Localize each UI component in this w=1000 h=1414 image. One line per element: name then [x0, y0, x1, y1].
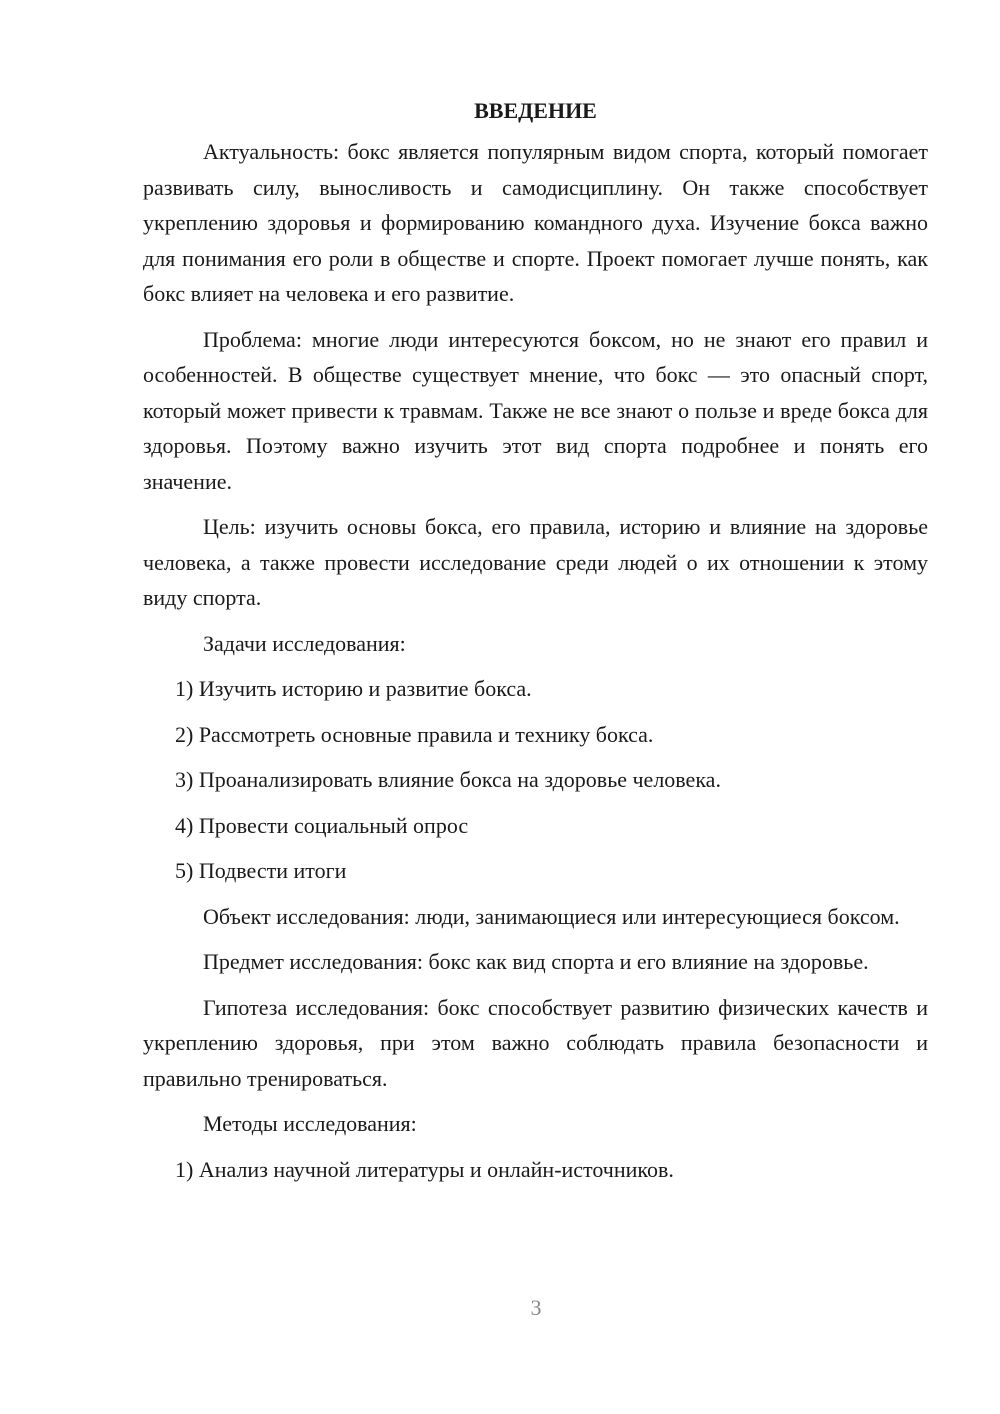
task-item: 4) Провести социальный опрос	[175, 812, 469, 838]
paragraph-relevance: Актуальность: бокс является популярным видом спорта, который помогает развивать силу, выносливость и самодисциплину. Он также способствует укреплению здоровья и формированию командного духа. Изучение бокса важно для понимания его роли в обществе и спорте. Проект помогает лучше понять, как бокс влияет на человека и его развитие.	[143, 139, 928, 306]
task-item: 5) Подвести итоги	[175, 858, 347, 883]
paragraph-subject: Предмет исследования: бокс как вид спорта и его влияние на здоровье.	[203, 949, 869, 974]
task-item: 2) Рассмотреть основные правила и технику бокса.	[175, 721, 654, 747]
methods-heading: Методы исследования:	[203, 1111, 417, 1136]
paragraph-problem: Проблема: многие люди интересуются боксом, но не знают его правил и особенностей. В обществе существует мнение, что бокс — это опасный спорт, который может привести к травмам. Также не все знают о пользе и вреде бокса для здоровья. Поэтому важно изучить этот вид спорта подробнее и понять его значение.	[143, 326, 928, 494]
paragraph-goal: Цель: изучить основы бокса, его правила, историю и влияние на здоровье человека, а также провести исследование среди людей о их отношении к этому виду спорта.	[143, 514, 928, 610]
paragraph-object: Объект исследования: люди, занимающиеся или интересующиеся боксом.	[203, 903, 900, 929]
paragraph-hypothesis: Гипотеза исследования: бокс способствует развитию физических качеств и укреплению здоровья, при этом важно соблюдать правила безопасности и правильно тренироваться.	[143, 994, 928, 1091]
method-item: 1) Анализ научной литературы и онлайн-источников.	[175, 1156, 674, 1182]
page-number: 3	[530, 1295, 542, 1320]
document-page	[143, 96, 928, 1197]
task-item: 1) Изучить историю и развитие бокса.	[175, 676, 532, 701]
task-item: 3) Проанализировать влияние бокса на здоровье человека.	[175, 767, 721, 792]
section-title: ВВЕДЕНИЕ	[474, 98, 597, 123]
tasks-heading: Задачи исследования:	[203, 630, 406, 656]
